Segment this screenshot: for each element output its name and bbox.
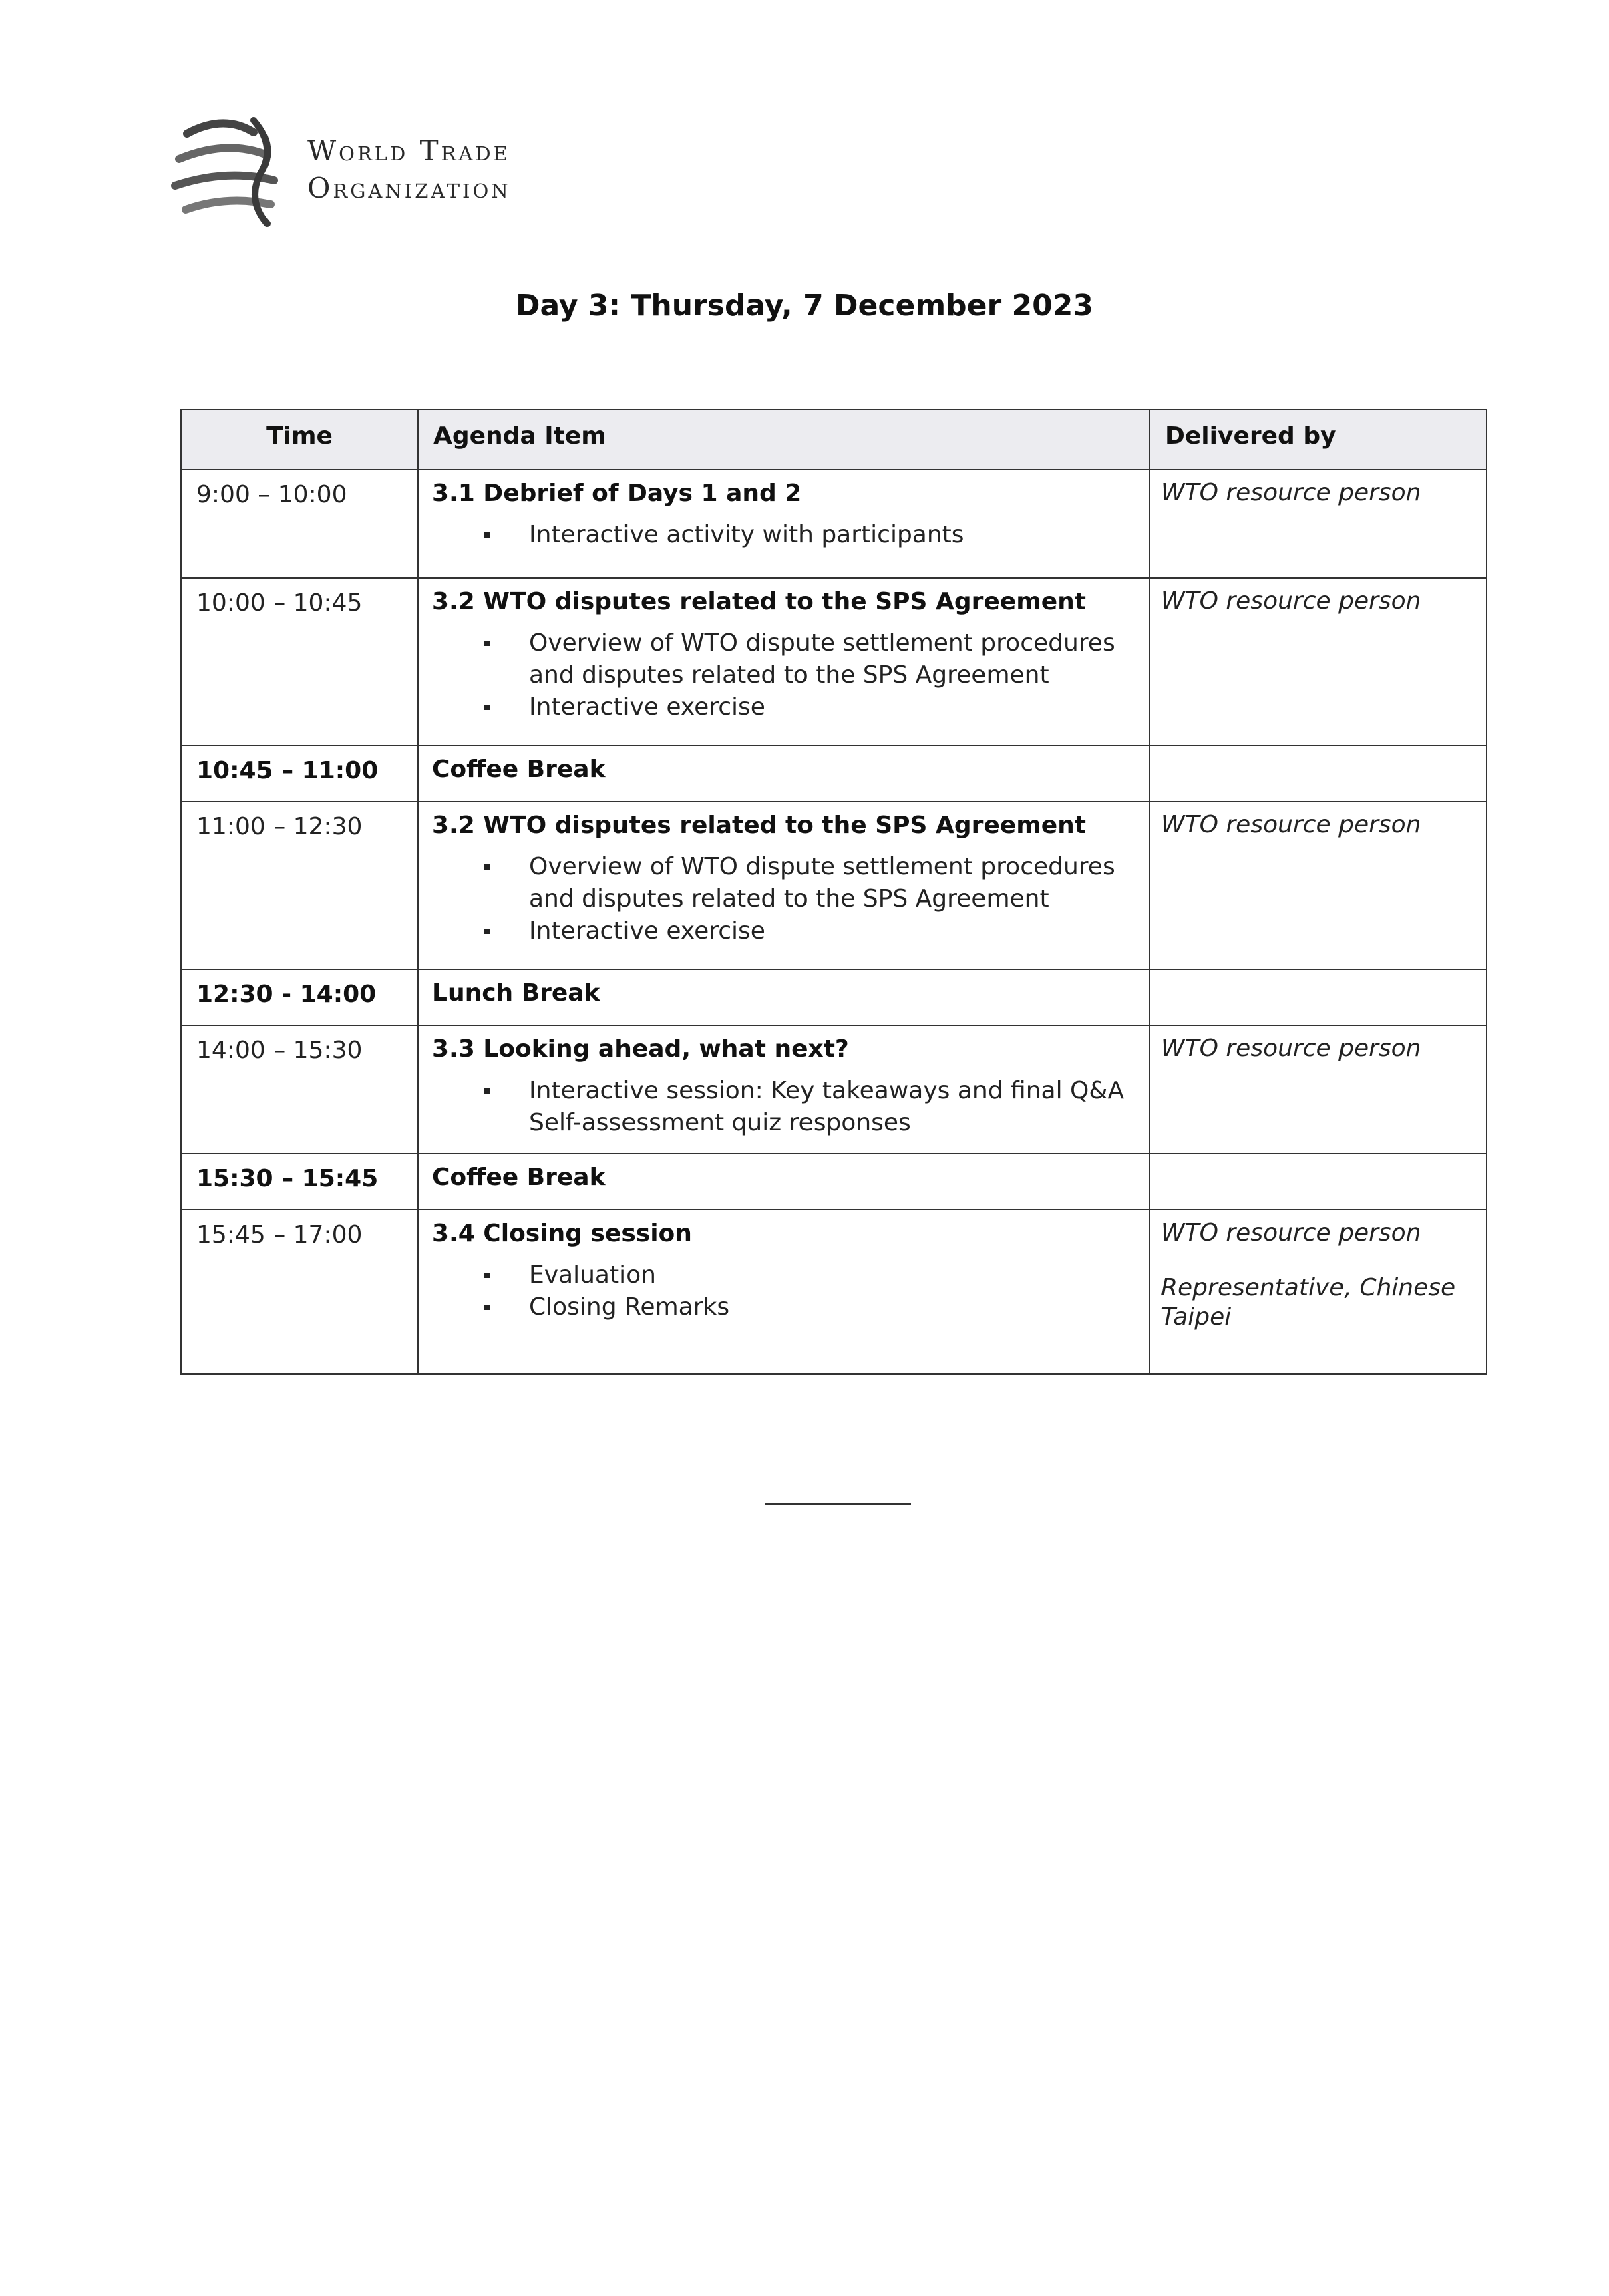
organization-name-line2: Organization — [307, 172, 511, 204]
row-delivered-by — [1149, 802, 1487, 969]
agenda-table — [180, 409, 1487, 1375]
bullet-item: Interactive exercise — [432, 691, 1135, 723]
row-agenda-item — [418, 1154, 1149, 1210]
bullet-icon — [484, 1088, 490, 1094]
presenter: WTO resource person — [1161, 811, 1421, 838]
bullet-item: Interactive activity with participants — [432, 519, 1135, 551]
agenda-item-title: 3.1 Debrief of Days 1 and 2 — [432, 480, 802, 507]
bullet-icon — [484, 1305, 490, 1310]
row-agenda-item — [418, 1210, 1149, 1374]
table-row — [181, 1025, 1487, 1154]
presenter: Representative, Chinese Taipei — [1161, 1274, 1456, 1331]
spacer — [1161, 1248, 1475, 1273]
row-time: 9:00 – 10:00 — [181, 470, 418, 578]
bullet-icon — [484, 929, 490, 934]
table-row — [181, 1210, 1487, 1374]
row-agenda-item — [418, 1025, 1149, 1154]
bullet-item: Evaluation — [432, 1259, 1135, 1291]
bullet-item: Overview of WTO dispute settlement procedures and disputes related to the SPS Agreement — [432, 627, 1135, 691]
header-time: Time — [181, 409, 418, 470]
wto-logo — [160, 107, 574, 234]
agenda-bullets — [432, 519, 1135, 563]
organization-name — [307, 132, 511, 207]
row-delivered-by — [1149, 1210, 1487, 1374]
break-title: Coffee Break — [432, 1164, 606, 1191]
table-row — [181, 802, 1487, 969]
organization-name-line1: World Trade — [307, 134, 510, 167]
wto-logo-icon — [160, 107, 294, 234]
bullet-item: Overview of WTO dispute settlement procedures and disputes related to the SPS Agreement — [432, 851, 1135, 915]
bullet-item: Closing Remarks — [432, 1291, 1135, 1323]
bullet-item: Interactive session: Key takeaways and final Q&A — [432, 1075, 1135, 1107]
agenda-bullets — [432, 1075, 1135, 1107]
row-agenda-item — [418, 802, 1149, 969]
row-delivered-by — [1149, 1154, 1487, 1210]
row-delivered-by — [1149, 746, 1487, 802]
presenter: WTO resource person — [1161, 479, 1421, 506]
row-time: 15:45 – 17:00 — [181, 1210, 418, 1374]
page-title: Day 3: Thursday, 7 December 2023 — [516, 289, 1093, 323]
table-row — [181, 746, 1487, 802]
break-title: Coffee Break — [432, 756, 606, 783]
presenter: WTO resource person — [1161, 1035, 1421, 1062]
header-agenda-item: Agenda Item — [418, 409, 1149, 470]
row-time: 14:00 – 15:30 — [181, 1025, 418, 1154]
presenter: WTO resource person — [1161, 1219, 1421, 1247]
agenda-item-title: 3.4 Closing session — [432, 1220, 692, 1247]
row-time: 11:00 – 12:30 — [181, 802, 418, 969]
table-row — [181, 578, 1487, 746]
table-row — [181, 470, 1487, 578]
row-agenda-item — [418, 969, 1149, 1025]
end-rule — [765, 1503, 911, 1505]
bullet-item: Interactive exercise — [432, 915, 1135, 947]
row-time: 15:30 – 15:45 — [181, 1154, 418, 1210]
agenda-item-title: 3.2 WTO disputes related to the SPS Agreement — [432, 812, 1086, 839]
bullet-icon — [484, 532, 490, 538]
row-agenda-item — [418, 470, 1149, 578]
row-agenda-item — [418, 578, 1149, 746]
bullet-icon — [484, 705, 490, 710]
agenda-bullets — [432, 1259, 1135, 1335]
bullet-icon — [484, 864, 490, 870]
table-row — [181, 969, 1487, 1025]
row-agenda-item — [418, 746, 1149, 802]
row-delivered-by — [1149, 470, 1487, 578]
agenda-item-title: 3.2 WTO disputes related to the SPS Agreement — [432, 588, 1086, 615]
table-header-row — [181, 409, 1487, 470]
agenda-bullets — [432, 627, 1135, 735]
bullet-icon — [484, 641, 490, 646]
row-delivered-by — [1149, 1025, 1487, 1154]
row-time: 10:00 – 10:45 — [181, 578, 418, 746]
row-delivered-by — [1149, 578, 1487, 746]
presenter: WTO resource person — [1161, 587, 1421, 615]
row-time: 12:30 - 14:00 — [181, 969, 418, 1025]
table-row — [181, 1154, 1487, 1210]
break-title: Lunch Break — [432, 979, 600, 1007]
bullet-continuation: Self-assessment quiz responses — [529, 1109, 911, 1136]
header-delivered-by: Delivered by — [1149, 409, 1487, 470]
agenda-bullets — [432, 851, 1135, 959]
bullet-icon — [484, 1273, 490, 1278]
agenda-item-title: 3.3 Looking ahead, what next? — [432, 1035, 849, 1063]
row-delivered-by — [1149, 969, 1487, 1025]
row-time: 10:45 – 11:00 — [181, 746, 418, 802]
